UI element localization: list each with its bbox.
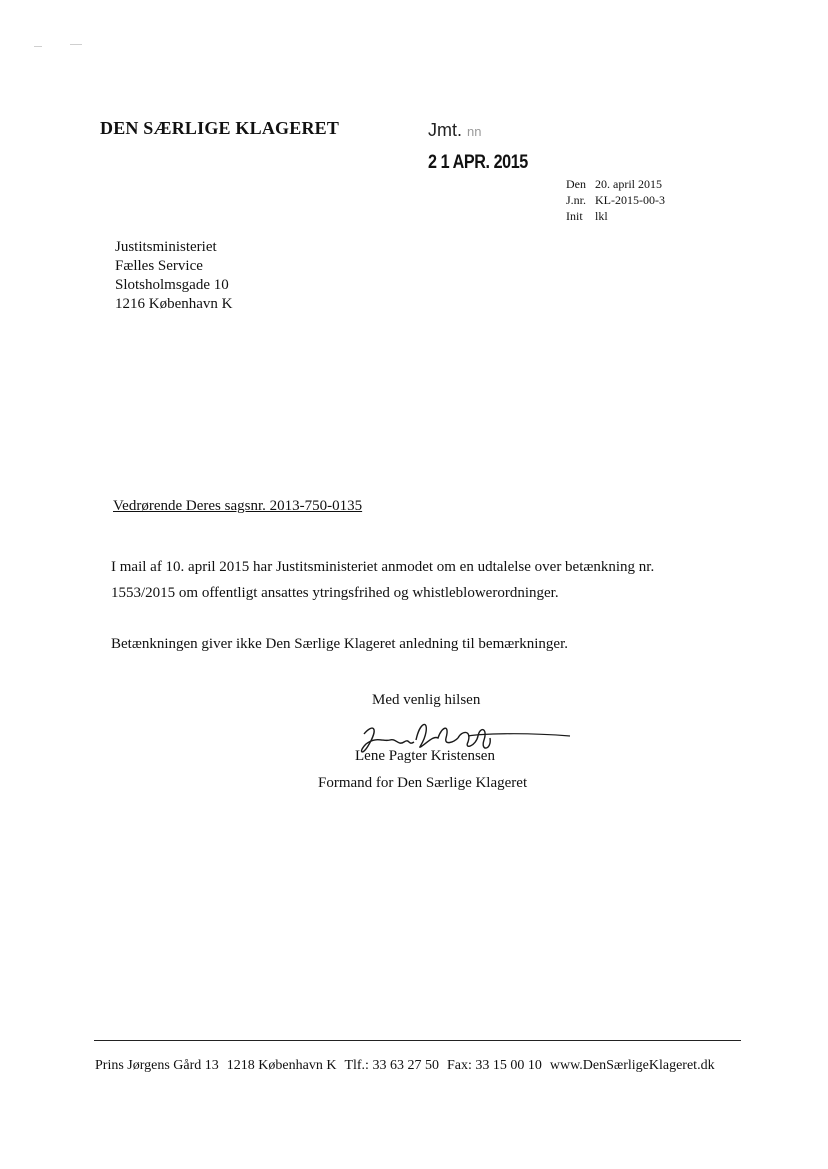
footer-city: 1218 København K xyxy=(226,1058,337,1073)
address-line: Slotsholmsgade 10 xyxy=(115,277,229,293)
scan-speck xyxy=(70,44,82,45)
body-paragraph-2: Betænkningen giver ikke Den Særlige Klageret anledning til bemærkninger. xyxy=(111,636,568,652)
meta-label: Den xyxy=(566,177,586,191)
reference-block xyxy=(566,176,665,224)
meta-value: KL-2015-00-3 xyxy=(595,193,665,207)
recipient-address xyxy=(115,238,232,314)
address-line: Fælles Service xyxy=(115,258,203,274)
signer-title: Formand for Den Særlige Klageret xyxy=(318,775,528,791)
address-line: 1216 København K xyxy=(115,296,233,312)
subject-line: Vedrørende Deres sagsnr. 2013-750-0135 xyxy=(113,498,363,514)
signer-name: Lene Pagter Kristensen xyxy=(355,748,495,764)
body-line: I mail af 10. april 2015 har Justitsministeriet anmodet om en udtalelse over betænkning nr. xyxy=(111,559,655,575)
meta-label: J.nr. xyxy=(566,193,587,207)
body-paragraph-1 xyxy=(111,554,654,606)
footer-divider xyxy=(94,1040,741,1041)
meta-value: lkl xyxy=(595,209,608,223)
closing-greeting: Med venlig hilsen xyxy=(372,692,481,708)
meta-value: 20. april 2015 xyxy=(595,177,662,191)
meta-row-date xyxy=(566,176,665,192)
footer-contact xyxy=(95,1058,715,1074)
meta-row-journal xyxy=(566,192,665,208)
footer-address: Prins Jørgens Gård 13 xyxy=(95,1058,219,1073)
meta-row-initials xyxy=(566,208,665,224)
received-stamp-initials: nn xyxy=(467,124,482,139)
received-stamp-label: Jmt. xyxy=(428,120,462,140)
letterhead-org-name: DEN SÆRLIGE KLAGERET xyxy=(100,118,340,138)
footer-fax: Fax: 33 15 00 10 xyxy=(446,1058,542,1073)
footer-phone: Tlf.: 33 63 27 50 xyxy=(344,1058,439,1073)
body-line: 1553/2015 om offentligt ansattes ytringsfrihed og whistleblowerordninger. xyxy=(111,585,559,601)
footer-website-link[interactable]: www.DenSærligeKlageret.dk xyxy=(549,1058,715,1073)
received-date-stamp: 2 1 APR. 2015 xyxy=(428,152,528,173)
received-stamp xyxy=(428,120,481,141)
scan-speck xyxy=(34,46,42,47)
meta-label: Init xyxy=(566,209,583,223)
address-line: Justitsministeriet xyxy=(115,239,217,255)
